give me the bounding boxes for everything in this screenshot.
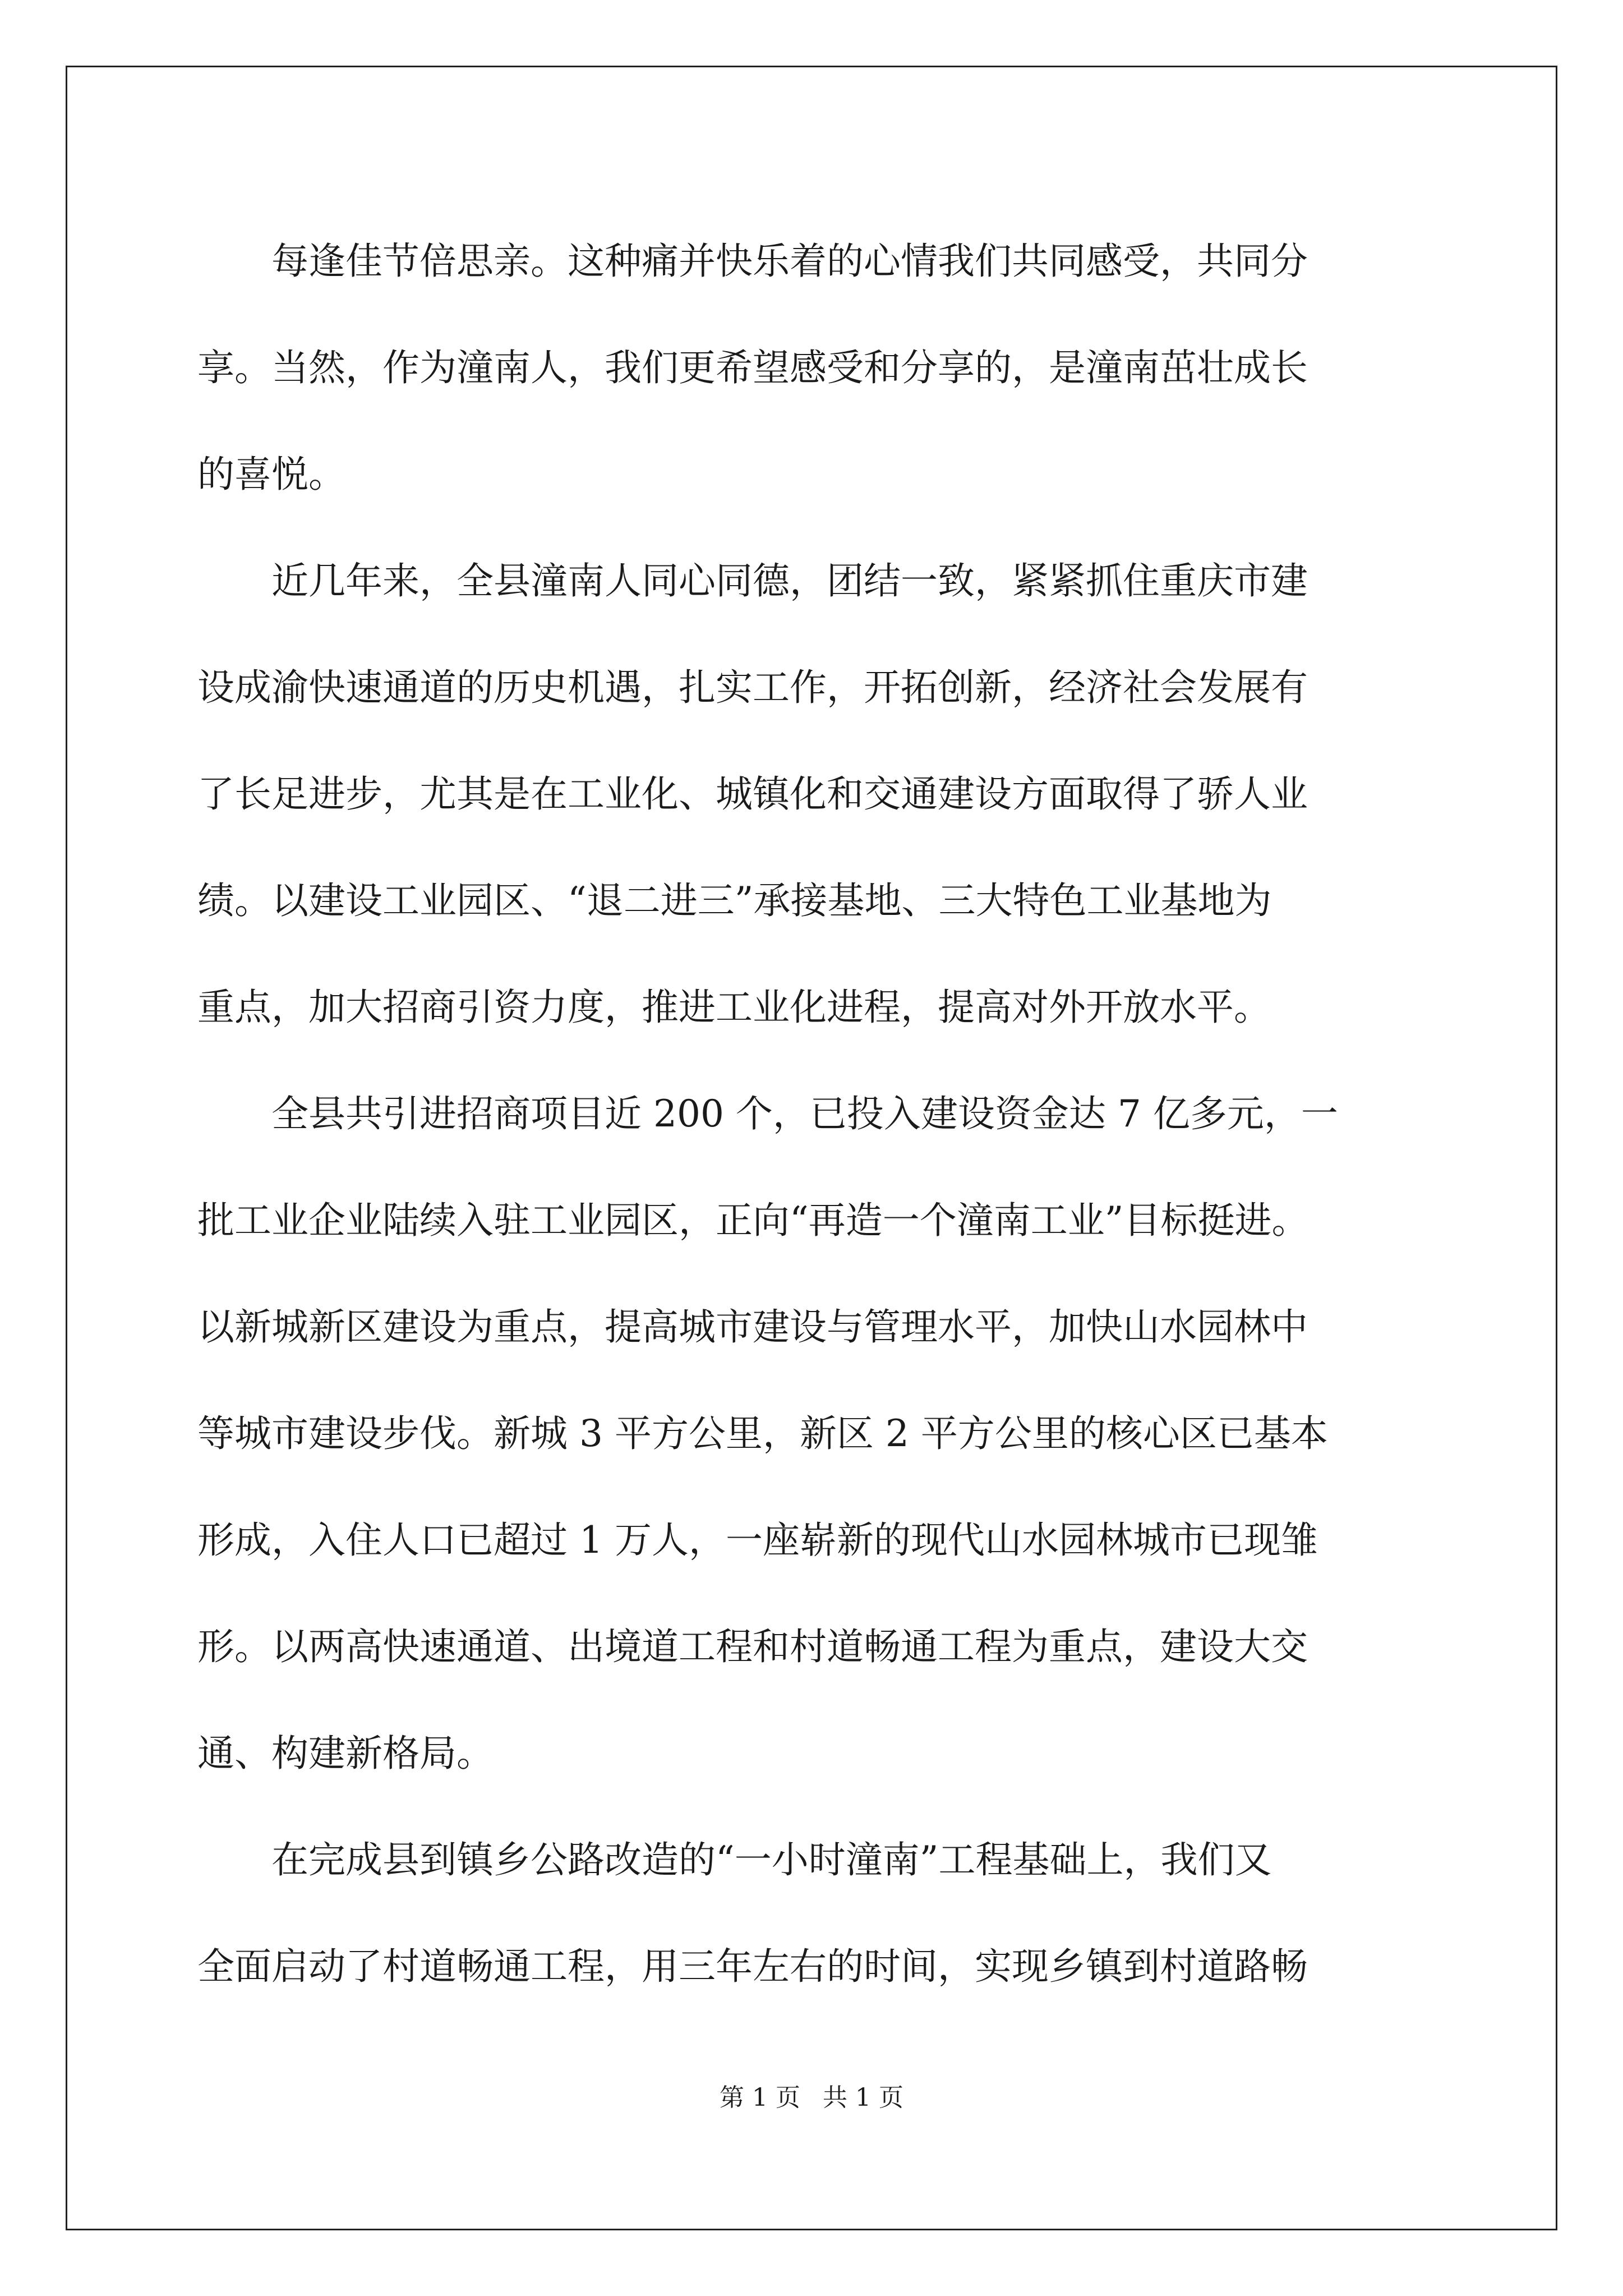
paragraph-3-line-4: 等城市建设步伐。新城 3 平方公里，新区 2 平方公里的核心区已基本 (197, 1412, 1328, 1455)
page-total: 共 1 页 (823, 2083, 903, 2112)
paragraph-2-line-3: 了长足进步，尤其是在工业化、城镇化和交通建设方面取得了骄人业 (197, 772, 1308, 816)
paragraph-3-line-3: 以新城新区建设为重点，提高城市建设与管理水平，加快山水园林中 (197, 1305, 1308, 1349)
paragraph-2-line-4: 绩。以建设工业园区、“退二进三”承接基地、三大特色工业基地为 (197, 879, 1272, 922)
paragraph-4-line-2: 全面启动了村道畅通工程，用三年左右的时间，实现乡镇到村道路畅 (197, 1945, 1308, 1988)
paragraph-2-line-5: 重点，加大招商引资力度，推进工业化进程，提高对外开放水平。 (197, 986, 1271, 1029)
document-body (197, 208, 1448, 2020)
paragraph-2-line-2: 设成渝快速通道的历史机遇，扎实工作，开拓创新，经济社会发展有 (197, 666, 1308, 709)
page-footer (0, 2081, 1623, 2115)
paragraph-3-line-1: 全县共引进招商项目近 200 个，已投入建设资金达 7 亿多元，一 (271, 1092, 1338, 1135)
paragraph-3-line-2: 批工业企业陆续入驻工业园区，正向“再造一个潼南工业”目标挺进。 (197, 1199, 1309, 1242)
page-number: 第 1 页 (720, 2083, 800, 2112)
paragraph-3-line-6: 形。以两高快速通道、出境道工程和村道畅通工程为重点，建设大交 (197, 1625, 1308, 1668)
paragraph-1-line-3: 的喜悦。 (197, 453, 345, 496)
paragraph-4-line-1: 在完成县到镇乡公路改造的“一小时潼南”工程基础上，我们又 (271, 1838, 1272, 1881)
paragraph-3-line-7: 通、构建新格局。 (197, 1732, 494, 1775)
paragraph-2-line-1: 近几年来，全县潼南人同心同德，团结一致，紧紧抓住重庆市建 (271, 559, 1308, 602)
paragraph-1-line-1: 每逢佳节倍思亲。这种痛并快乐着的心情我们共同感受，共同分 (271, 240, 1308, 283)
paragraph-3-line-5: 形成，入住人口已超过 1 万人，一座崭新的现代山水园林城市已现雏 (197, 1519, 1318, 1562)
paragraph-1-line-2: 享。当然，作为潼南人，我们更希望感受和分享的，是潼南茁壮成长 (197, 346, 1308, 389)
